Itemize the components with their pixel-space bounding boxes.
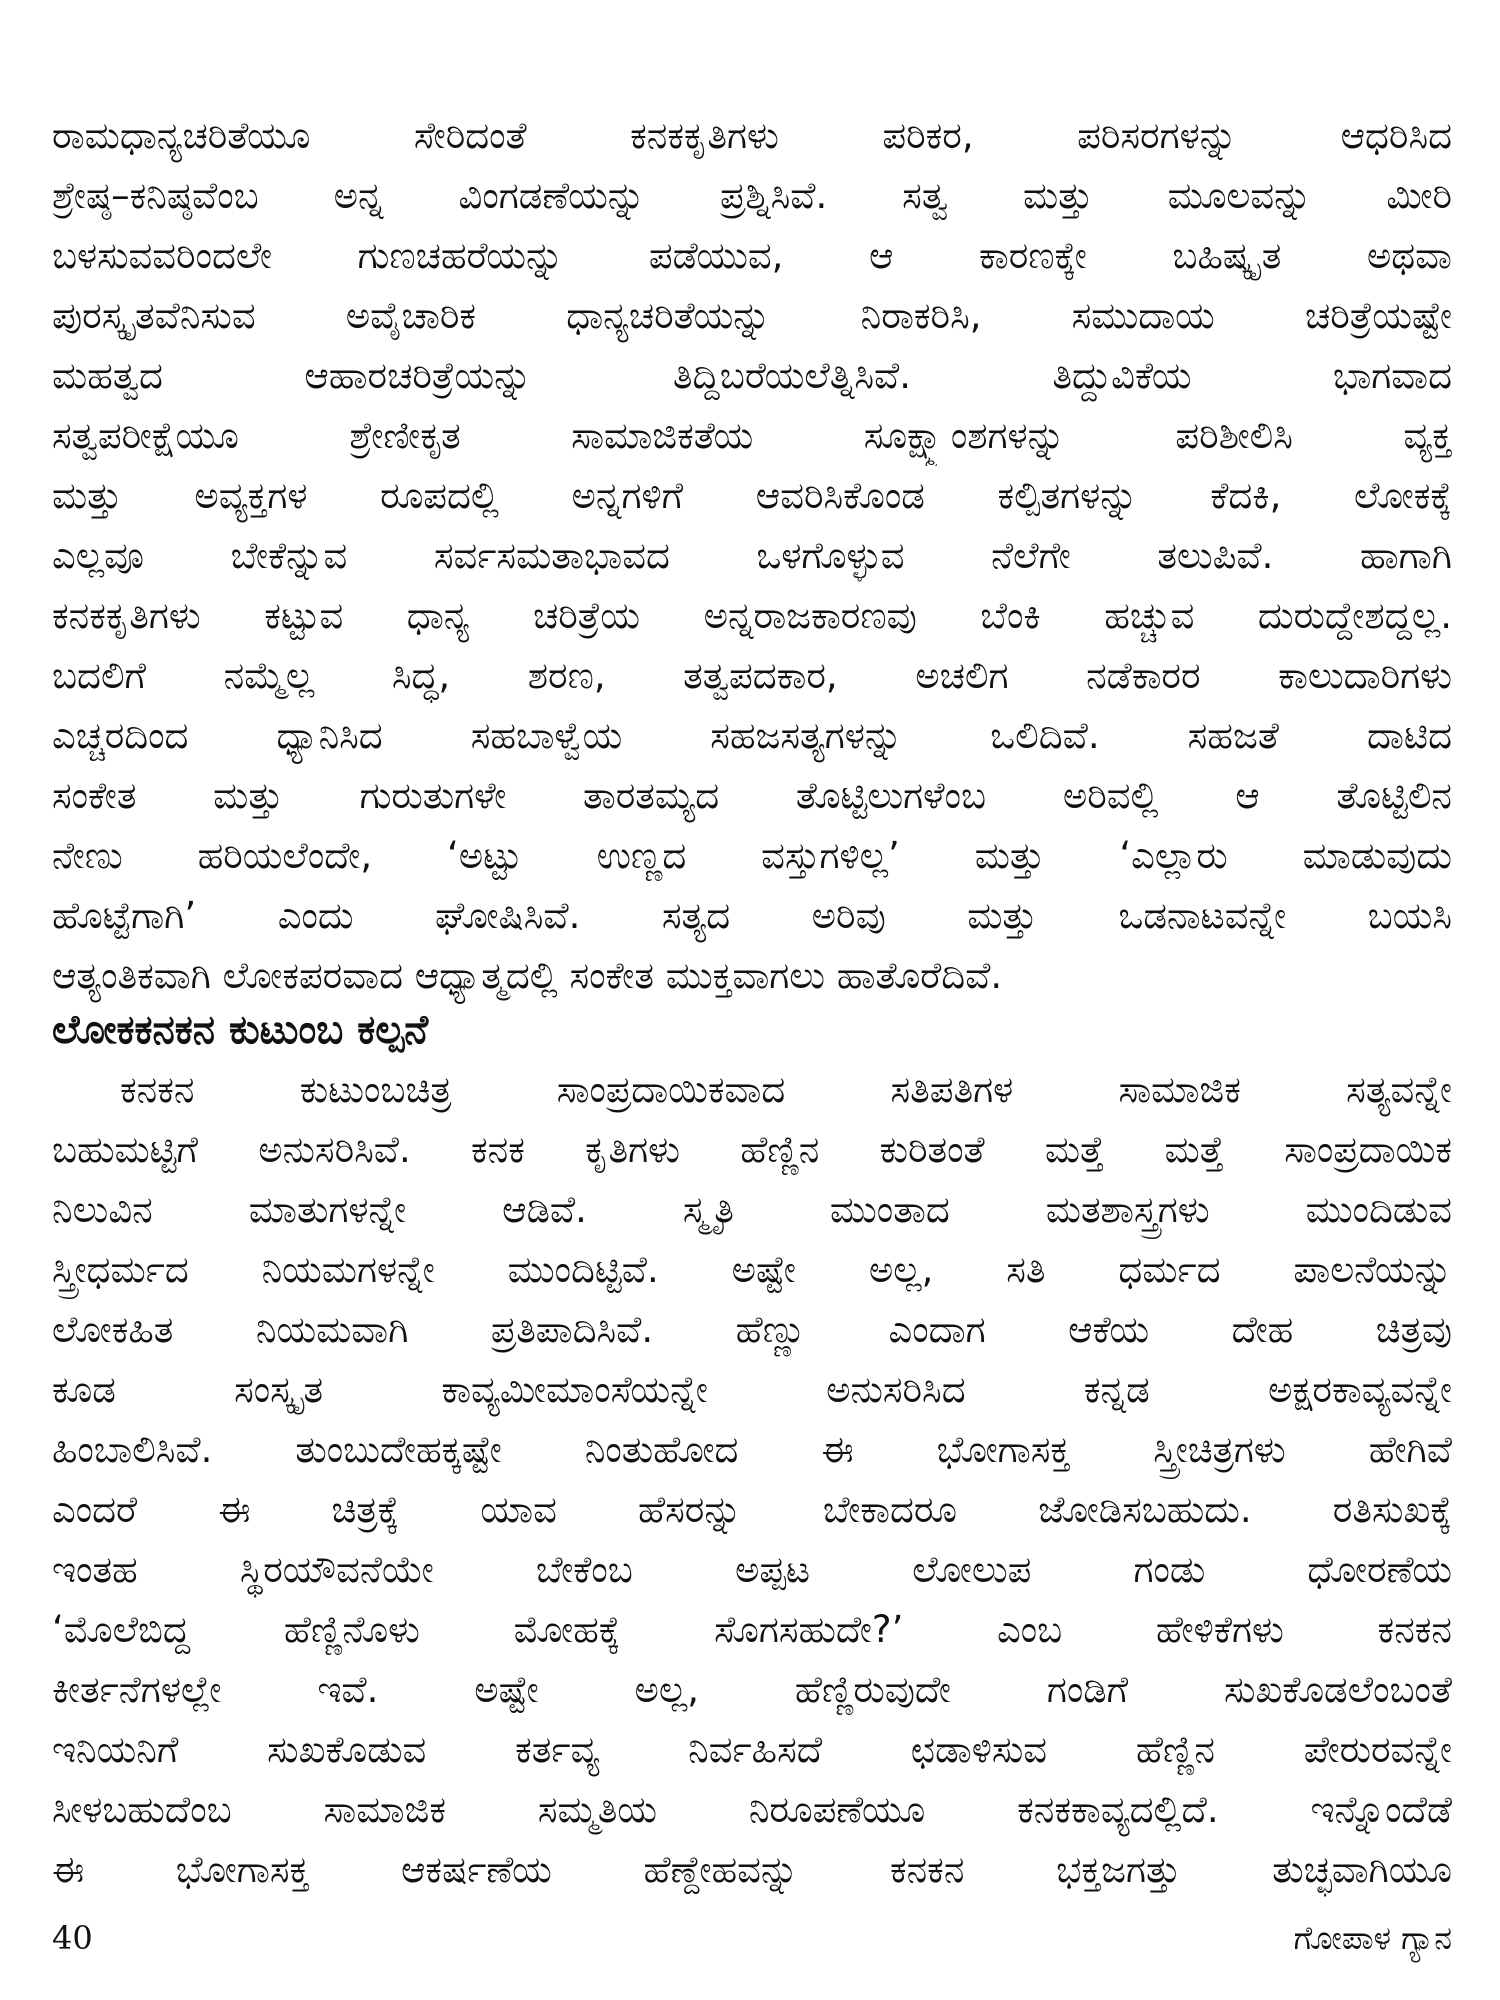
body-paragraph-2 — [52, 1060, 1452, 1900]
text-line: ಬಹುಮಟ್ಟಿಗೆ ಅನುಸರಿಸಿವೆ. ಕನಕ ಕೃತಿಗಳು ಹೆಣ್ಣಿನ ಕುರಿತಂತೆ ಮತ್ತೆ ಮತ್ತೆ ಸಾಂಪ್ರದಾಯಿಕ — [52, 1128, 1452, 1171]
text-line: ಶ್ರೇಷ್ಠ–ಕನಿಷ್ಠವೆಂಬ ಅನ್ನ ವಿಂಗಡಣೆಯನ್ನು ಪ್ರಶ್ನಿಸಿವೆ. ಸತ್ವ ಮತ್ತು ಮೂಲವನ್ನು ಮೀರಿ — [52, 174, 1452, 217]
text-line: ಲೋಕಹಿತ ನಿಯಮವಾಗಿ ಪ್ರತಿಪಾದಿಸಿವೆ. ಹೆಣ್ಣು ಎಂದಾಗ ಆಕೆಯ ದೇಹ ಚಿತ್ರವು — [52, 1308, 1452, 1351]
text-line: ರಾಮಧಾನ್ಯಚರಿತೆಯೂ ಸೇರಿದಂತೆ ಕನಕಕೃತಿಗಳು ಪರಿಕರ, ಪರಿಸರಗಳನ್ನು ಆಧರಿಸಿದ — [52, 114, 1452, 157]
text-line: ಕನಕನ ಕುಟುಂಬಚಿತ್ರ ಸಾಂಪ್ರದಾಯಿಕವಾದ ಸತಿಪತಿಗಳ ಸಾಮಾಜಿಕ ಸತ್ಯವನ್ನೇ — [120, 1068, 1452, 1111]
text-line: ನೇಣು ಹರಿಯಲೆಂದೇ, ‘ಅಟ್ಟು ಉಣ್ಣದ ವಸ್ತುಗಳಿಲ್ಲ’ ಮತ್ತು ‘ಎಲ್ಲಾರು ಮಾಡುವುದು — [52, 834, 1452, 877]
text-line: ಎಲ್ಲವೂ ಬೇಕೆನ್ನುವ ಸರ್ವಸಮತಾಭಾವದ ಒಳಗೊಳ್ಳುವ ನೆಲೆಗೇ ತಲುಪಿವೆ. ಹಾಗಾಗಿ — [52, 534, 1452, 577]
text-line: ಸತ್ವಪರೀಕ್ಷೆಯೂ ಶ್ರೇಣೀಕೃತ ಸಾಮಾಜಿಕತೆಯ ಸೂಕ್ಷ್ಮಾಂಶಗಳನ್ನು ಪರಿಶೀಲಿಸಿ ವ್ಯಕ್ತ — [52, 414, 1452, 457]
text-line: ನಿಲುವಿನ ಮಾತುಗಳನ್ನೇ ಆಡಿವೆ. ಸ್ಮೃತಿ ಮುಂತಾದ ಮತಶಾಸ್ತ್ರಗಳು ಮುಂದಿಡುವ — [52, 1188, 1452, 1231]
section-heading: ಲೋಕಕನಕನ ಕುಟುಂಬ ಕಲ್ಪನೆ — [52, 1007, 429, 1053]
text-line: ಕೀರ್ತನೆಗಳಲ್ಲೇ ಇವೆ. ಅಷ್ಟೇ ಅಲ್ಲ, ಹೆಣ್ಣಿರುವುದೇ ಗಂಡಿಗೆ ಸುಖಕೊಡಲೆಂಬಂತೆ — [52, 1668, 1452, 1711]
running-title: ಗೋಪಾಳ ಗ್ಯಾನ — [1293, 1919, 1452, 1957]
text-line: ಇನಿಯನಿಗೆ ಸುಖಕೊಡುವ ಕರ್ತವ್ಯ ನಿರ್ವಹಿಸದೆ ಛಡಾಳಿಸುವ ಹೆಣ್ಣಿನ ಪೇರುರವನ್ನೇ — [52, 1728, 1452, 1771]
text-line: ಪುರಸ್ಕೃತವೆನಿಸುವ ಅವೈಚಾರಿಕ ಧಾನ್ಯಚರಿತೆಯನ್ನು ನಿರಾಕರಿಸಿ, ಸಮುದಾಯ ಚರಿತ್ರೆಯಷ್ಟೇ — [52, 294, 1452, 337]
body-paragraph-1 — [52, 106, 1452, 1006]
text-line: ‘ಮೊಲೆಬಿದ್ದ ಹೆಣ್ಣಿನೊಳು ಮೋಹಕ್ಕೆ ಸೊಗಸಹುದೇ?’ ಎಂಬ ಹೇಳಿಕೆಗಳು ಕನಕನ — [52, 1608, 1452, 1651]
text-line: ಹೊಟ್ಟೆಗಾಗಿ’ ಎಂದು ಘೋಷಿಸಿವೆ. ಸತ್ಯದ ಅರಿವು ಮತ್ತು ಒಡನಾಟವನ್ನೇ ಬಯಸಿ — [52, 894, 1452, 937]
text-line: ಮತ್ತು ಅವ್ಯಕ್ತಗಳ ರೂಪದಲ್ಲಿ ಅನ್ನಗಳಿಗೆ ಆವರಿಸಿಕೊಂಡ ಕಲ್ಪಿತಗಳನ್ನು ಕೆದಕಿ, ಲೋಕಕ್ಕೆ — [52, 474, 1452, 517]
text-line: ಕೂಡ ಸಂಸ್ಕೃತ ಕಾವ್ಯಮೀಮಾಂಸೆಯನ್ನೇ ಅನುಸರಿಸಿದ ಕನ್ನಡ ಅಕ್ಷರಕಾವ್ಯವನ್ನೇ — [52, 1368, 1452, 1411]
text-line: ಎಚ್ಚರದಿಂದ ಧ್ಯಾನಿಸಿದ ಸಹಬಾಳ್ವೆಯ ಸಹಜಸತ್ಯಗಳನ್ನು ಒಲಿದಿವೆ. ಸಹಜತೆ ದಾಟಿದ — [52, 714, 1452, 757]
text-line: ಮಹತ್ವದ ಆಹಾರಚರಿತ್ರೆಯನ್ನು ತಿದ್ದಿಬರೆಯಲೆತ್ನಿಸಿವೆ. ತಿದ್ದುವಿಕೆಯ ಭಾಗವಾದ — [52, 354, 1452, 397]
text-line: ಬದಲಿಗೆ ನಮ್ಮೆಲ್ಲ ಸಿದ್ಧ, ಶರಣ, ತತ್ವಪದಕಾರ, ಅಚಲಿಗ ನಡೆಕಾರರ ಕಾಲುದಾರಿಗಳು — [52, 654, 1452, 697]
text-line: ಸೀಳಬಹುದೆಂಬ ಸಾಮಾಜಿಕ ಸಮ್ಮತಿಯ ನಿರೂಪಣೆಯೂ ಕನಕಕಾವ್ಯದಲ್ಲಿದೆ. ಇನ್ನೊಂದೆಡೆ — [52, 1788, 1452, 1831]
text-line: ಕನಕಕೃತಿಗಳು ಕಟ್ಟುವ ಧಾನ್ಯ ಚರಿತ್ರೆಯ ಅನ್ನರಾಜಕಾರಣವು ಬೆಂಕಿ ಹಚ್ಚುವ ದುರುದ್ದೇಶದ್ದಲ್ಲ. — [52, 594, 1452, 637]
text-line: ಈ ಭೋಗಾಸಕ್ತ ಆಕರ್ಷಣೆಯ ಹೆಣ್ದೇಹವನ್ನು ಕನಕನ ಭಕ್ತಜಗತ್ತು ತುಚ್ಛವಾಗಿಯೂ — [52, 1848, 1452, 1891]
text-line: ಸಂಕೇತ ಮತ್ತು ಗುರುತುಗಳೇ ತಾರತಮ್ಯದ ತೊಟ್ಟಿಲುಗಳೆಂಬ ಅರಿವಲ್ಲಿ ಆ ತೊಟ್ಟಿಲಿನ — [52, 774, 1452, 817]
text-line: ಎಂದರೆ ಈ ಚಿತ್ರಕ್ಕೆ ಯಾವ ಹೆಸರನ್ನು ಬೇಕಾದರೂ ಜೋಡಿಸಬಹುದು. ರತಿಸುಖಕ್ಕೆ — [52, 1488, 1452, 1531]
text-line: ಹಿಂಬಾಲಿಸಿವೆ. ತುಂಬುದೇಹಕ್ಕಷ್ಟೇ ನಿಂತುಹೋದ ಈ ಭೋಗಾಸಕ್ತ ಸ್ತ್ರೀಚಿತ್ರಗಳು ಹೇಗಿವೆ — [52, 1428, 1452, 1471]
text-line: ಬಳಸುವವರಿಂದಲೇ ಗುಣಚಹರೆಯನ್ನು ಪಡೆಯುವ, ಆ ಕಾರಣಕ್ಕೇ ಬಹಿಷ್ಕೃತ ಅಥವಾ — [52, 234, 1452, 277]
page-number: 40 — [52, 1919, 93, 1957]
text-line: ಸ್ತ್ರೀಧರ್ಮದ ನಿಯಮಗಳನ್ನೇ ಮುಂದಿಟ್ಟಿವೆ. ಅಷ್ಟೇ ಅಲ್ಲ, ಸತಿ ಧರ್ಮದ ಪಾಲನೆಯನ್ನು — [52, 1248, 1452, 1291]
text-line: ಇಂತಹ ಸ್ಥಿರಯೌವನೆಯೇ ಬೇಕೆಂಬ ಅಪ್ಪಟ ಲೋಲುಪ ಗಂಡು ಧೋರಣೆಯ — [52, 1548, 1452, 1591]
text-line: ಆತ್ಯಂತಿಕವಾಗಿ ಲೋಕಪರವಾದ ಆಧ್ಯಾತ್ಮದಲ್ಲಿ ಸಂಕೇತ ಮುಕ್ತವಾಗಲು ಹಾತೊರೆದಿವೆ. — [52, 954, 1003, 997]
